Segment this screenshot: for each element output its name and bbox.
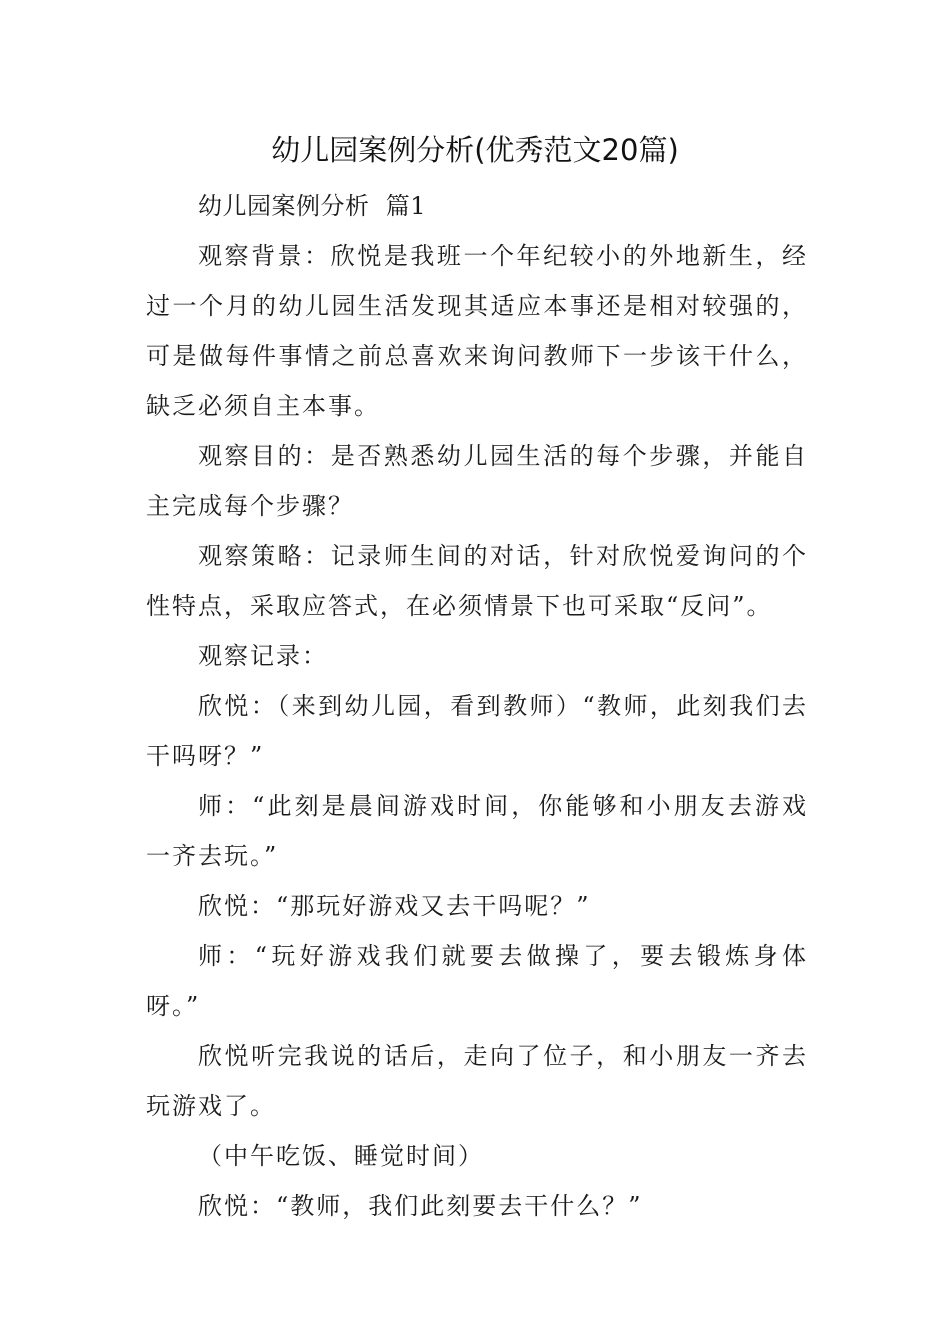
- section-heading: 幼儿园案例分析 篇1: [198, 192, 427, 220]
- paragraph-observation-strategy: 观察策略：记录师生间的对话，针对欣悦爱询问的个性特点，采取应答式，在必须情景下也可采取“反问”。: [146, 542, 808, 620]
- paragraph-dialogue: 师：“此刻是晨间游戏时间，你能够和小朋友去游戏一齐去玩。”: [146, 792, 808, 870]
- paragraph-observation-record: 观察记录：: [198, 642, 328, 670]
- paragraph-narration: 欣悦听完我说的话后，走向了位子，和小朋友一齐去玩游戏了。: [146, 1042, 808, 1120]
- document-title: 幼儿园案例分析(优秀范文20篇): [271, 133, 679, 167]
- paragraph-time-note: （中午吃饭、睡觉时间）: [198, 1142, 484, 1170]
- paragraph-observation-background: 观察背景：欣悦是我班一个年纪较小的外地新生，经过一个月的幼儿园生活发现其适应本事还是相对较强的，可是做每件事情之前总喜欢来询问教师下一步该干什么，缺乏必须自主本事。: [146, 242, 808, 420]
- paragraph-dialogue: 欣悦：（来到幼儿园，看到教师）“教师，此刻我们去干吗呀？”: [146, 692, 808, 770]
- paragraph-observation-purpose: 观察目的：是否熟悉幼儿园生活的每个步骤，并能自主完成每个步骤？: [146, 442, 808, 520]
- document-body: [146, 181, 808, 1231]
- paragraph-dialogue: 欣悦：“那玩好游戏又去干吗呢？”: [198, 892, 591, 920]
- paragraph-dialogue: 师：“玩好游戏我们就要去做操了，要去锻炼身体呀。”: [146, 942, 808, 1020]
- paragraph-dialogue: 欣悦：“教师，我们此刻要去干什么？”: [198, 1192, 643, 1220]
